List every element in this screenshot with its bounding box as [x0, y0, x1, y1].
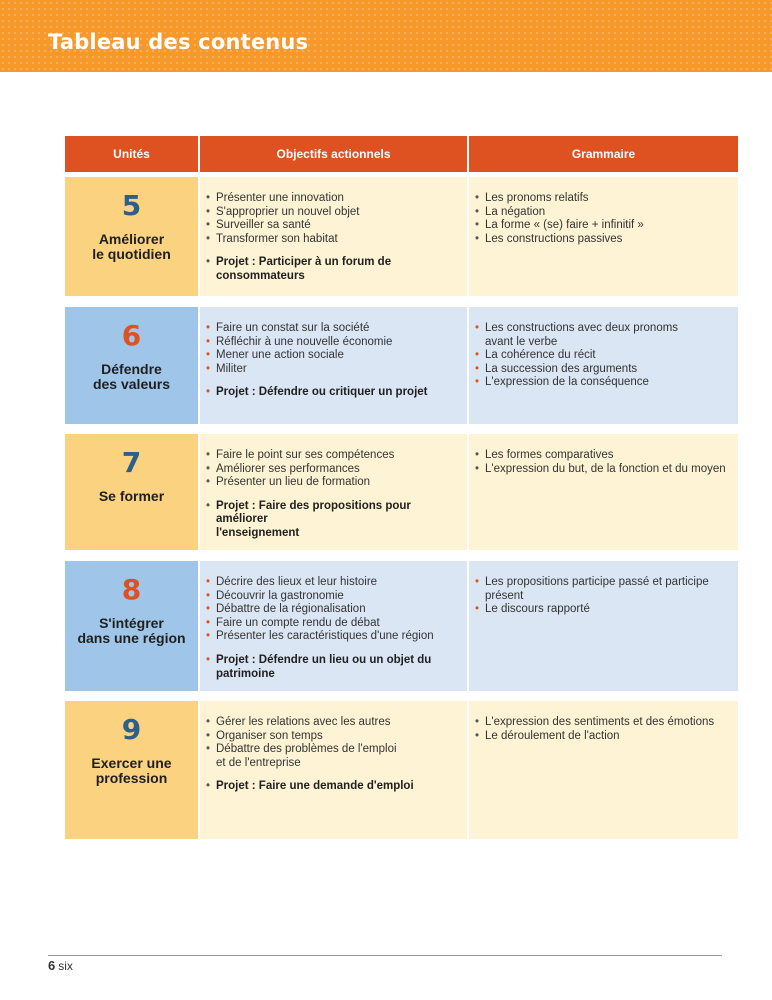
unit-row-8	[65, 561, 738, 691]
objectif-item: • Mener une action sociale	[206, 349, 344, 362]
grammaire-item: • La négation	[475, 205, 546, 218]
unit-row-9	[65, 701, 738, 839]
unit-number: 5	[121, 189, 142, 222]
page-number: 6	[48, 958, 56, 973]
objectifs-cell	[200, 177, 467, 296]
objectif-item: • Décrire des lieux et leur histoire	[206, 576, 378, 588]
projet-text: • Projet : Participer à un forum de consommateurs	[206, 256, 392, 282]
header-banner	[0, 0, 772, 72]
objectif-item: • Présenter les caractéristiques d'une région	[206, 630, 434, 643]
header-grammaire: Grammaire	[469, 136, 738, 172]
grammaire-item: • Les constructions avec deux pronoms	[475, 322, 679, 334]
objectif-item: • Surveiller sa santé	[206, 219, 311, 232]
objectif-item: • Débattre des problèmes de l'emploi	[206, 743, 397, 756]
objectif-item: • Découvrir la gastronomie	[206, 589, 344, 602]
unit-title: Exercer une profession	[91, 755, 172, 786]
unit-cell	[65, 307, 198, 424]
grammaire-cell	[469, 307, 738, 424]
objectif-item: • Gérer les relations avec les autres	[206, 716, 391, 728]
grammaire-cell	[469, 434, 738, 550]
unit-number: 9	[121, 713, 142, 746]
grammaire-item: • L'expression des sentiments et des émotions	[475, 716, 715, 728]
page-footer	[48, 958, 73, 973]
objectif-item: • Présenter un lieu de formation	[206, 476, 371, 489]
grammaire-item: • La succession des arguments	[475, 362, 638, 375]
footer-divider	[48, 955, 722, 956]
objectif-item: • Faire un compte rendu de débat	[206, 616, 380, 629]
grammaire-cell	[469, 701, 738, 839]
unit-title: Se former	[98, 488, 165, 504]
page-title: Tableau des contenus	[48, 30, 309, 54]
grammaire-item: • L'expression du but, de la fonction et du moyen	[475, 462, 726, 475]
grammaire-cell	[469, 177, 738, 296]
grammaire-item: • Le discours rapporté	[475, 603, 590, 616]
projet-text: • Projet : Faire une demande d'emploi	[206, 780, 414, 793]
unit-cell	[65, 561, 198, 691]
objectif-item-continuation: et de l'entreprise	[216, 756, 301, 769]
grammaire-item-continuation: avant le verbe	[485, 335, 558, 348]
unit-row-6	[65, 307, 738, 424]
grammaire-item: • La forme « (se) faire + infinitif »	[475, 219, 644, 232]
objectif-item: • Présenter une innovation	[206, 192, 344, 204]
header-unites: Unités	[65, 136, 198, 172]
grammaire-item: • Les pronoms relatifs	[475, 192, 589, 204]
grammaire-item: • Le déroulement de l'action	[475, 729, 620, 742]
projet-text: • Projet : Défendre un lieu ou un objet du patrimoine	[206, 653, 432, 680]
unit-row-5	[65, 177, 738, 296]
projet-text: • Projet : Faire des propositions pour améliorer l'enseignement	[206, 499, 411, 539]
unit-title: Défendre des valeurs	[92, 361, 171, 392]
objectif-item: • Faire un constat sur la société	[206, 322, 370, 334]
objectifs-cell	[200, 434, 467, 550]
objectifs-cell	[200, 307, 467, 424]
unit-row-7	[65, 434, 738, 550]
objectif-item: • Transformer son habitat	[206, 232, 338, 245]
grammaire-item: • Les constructions passives	[475, 232, 623, 245]
objectifs-cell	[200, 561, 467, 691]
page-word: six	[58, 959, 73, 973]
unit-title: S'intégrer dans une région	[77, 615, 186, 646]
projet-text: • Projet : Défendre ou critiquer un projet	[206, 386, 428, 399]
grammaire-item: • Les propositions participe passé et participe présent	[475, 576, 709, 602]
unit-cell	[65, 177, 198, 296]
header-objectifs: Objectifs actionnels	[200, 136, 467, 172]
objectif-item: • Améliorer ses performances	[206, 462, 360, 475]
unit-number: 7	[121, 446, 142, 479]
objectif-item: • Organiser son temps	[206, 729, 323, 742]
unit-cell	[65, 701, 198, 839]
grammaire-item: • Les formes comparatives	[475, 449, 614, 461]
unit-title: Améliorer le quotidien	[92, 231, 171, 262]
unit-cell	[65, 434, 198, 550]
objectif-item: • Débattre de la régionalisation	[206, 603, 366, 616]
objectif-item: • Faire le point sur ses compétences	[206, 449, 395, 461]
objectif-item: • Réfléchir à une nouvelle économie	[206, 335, 393, 348]
unit-number: 8	[121, 573, 142, 606]
grammaire-item: • L'expression de la conséquence	[475, 376, 649, 389]
objectif-item: • S'approprier un nouvel objet	[206, 205, 360, 218]
objectifs-cell	[200, 701, 467, 839]
unit-number: 6	[121, 319, 142, 352]
grammaire-item: • La cohérence du récit	[475, 349, 596, 362]
objectif-item: • Militer	[206, 362, 247, 375]
grammaire-cell	[469, 561, 738, 691]
